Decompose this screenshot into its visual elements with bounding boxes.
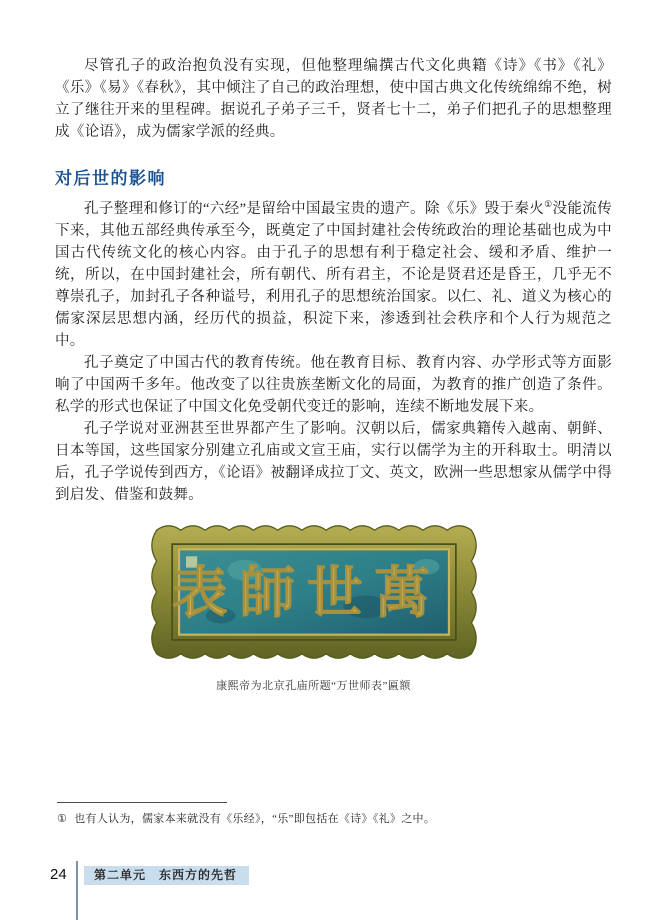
paragraph-text-after-note: 没能流传下来，其他五部经典传承至今，既奠定了中国封建社会传统政治的理论基础也成为中国古代传统文化的核心内容。由于孔子的思想有利于稳定社会、缓和矛盾、维护一统，所以，在中国封建社会，所有朝代、所有君主，不论是贤君还是昏王，几乎无不尊崇孔子，加封孔子各种谥号，利用孔子的思想统治国家。以仁、礼、道义为核心的儒家深层思想内涵，经历代的损益，积淀下来，渗透到社会秩序和个人行为规范之中。 [55, 201, 612, 349]
footnote-text: 也有人认为，儒家本来就没有《乐经》，“乐”即包括在《诗》《礼》之中。 [74, 813, 436, 825]
footnote-area [57, 802, 613, 827]
section-heading-influence: 对后世的影响 [55, 169, 166, 188]
plaque-figure [35, 518, 592, 693]
plaque-inscription: 表師世萬 [171, 563, 442, 626]
paragraph-six-classics [55, 198, 612, 352]
page-content [55, 55, 612, 693]
paragraph-confucius-legacy: 尽管孔子的政治抱负没有实现，但他整理编撰古代文化典籍《诗》《书》《礼》《乐》《易》《春秋》，其中倾注了自己的政治理想，使中国古典文化传统绵绵不绝，树立了继往开来的里程碑。据说孔子弟子三千，贤者七十二，弟子们把孔子的思想整理成《论语》，成为儒家学派的经典。 [55, 58, 612, 140]
paragraph-world-influence: 孔子学说对亚洲甚至世界都产生了影响。汉朝以后，儒家典籍传入越南、朝鲜、日本等国，这些国家分别建立孔庙或文宣王庙，实行以儒学为主的开科取士。明清以后，孔子学说传到西方，《论语》被翻译成拉丁文、英文，欧洲一些思想家从儒学中得到启发、借鉴和鼓舞。 [55, 421, 612, 503]
paragraph-education-tradition: 孔子奠定了中国古代的教育传统。他在教育目标、教育内容、办学形式等方面影响了中国两千多年。他改变了以往贵族垄断文化的局面，为教育的推广创造了条件。私学的形式也保证了中国文化免受朝代变迁的影响，连续不断地发展下来。 [55, 355, 612, 415]
footer-vertical-rule [76, 861, 78, 920]
footnote-marker: ① [57, 813, 68, 825]
paragraph-text-before-note: 孔子整理和修订的“六经”是留给中国最宝贵的遗产。除《乐》毁于秦火 [84, 201, 545, 217]
footnote-separator-rule [57, 802, 227, 803]
footnote [57, 812, 613, 827]
footnote-reference-mark: ① [544, 199, 553, 210]
plaque-photo [141, 518, 487, 666]
figure-caption: 康熙帝为北京孔庙所题“万世师表”匾额 [216, 680, 411, 692]
page-number: 24 [50, 866, 67, 883]
footer-unit-title: 第二单元 东西方的先哲 [84, 866, 249, 885]
